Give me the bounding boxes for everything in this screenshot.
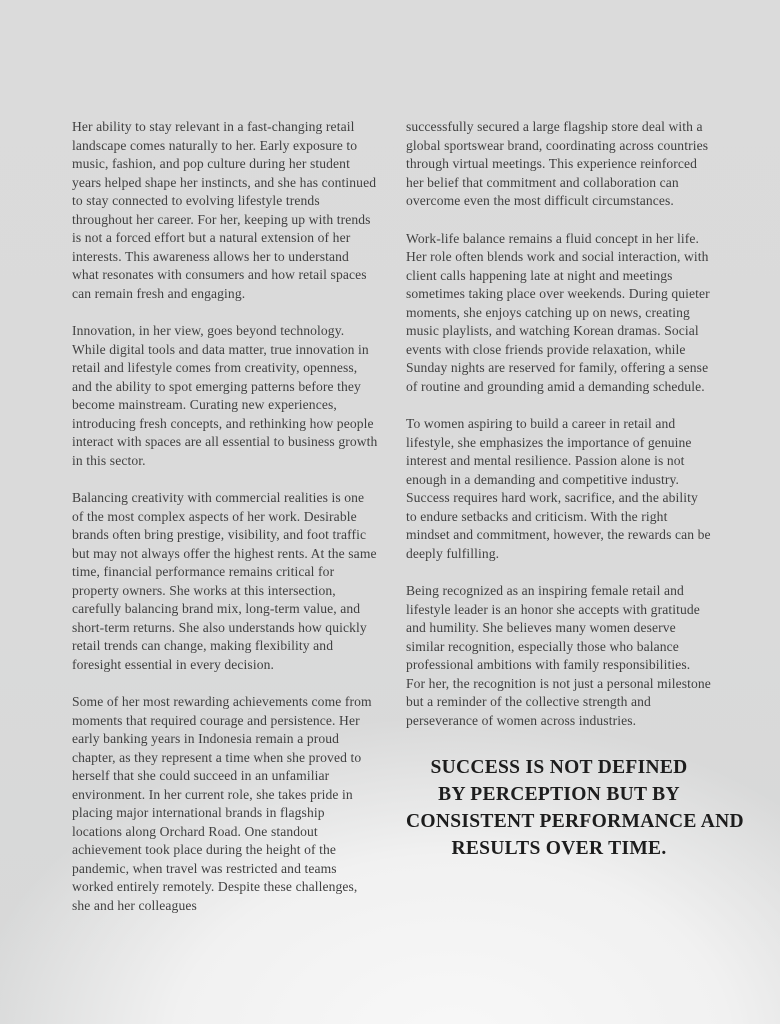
article-columns bbox=[72, 118, 744, 934]
paragraph-achievements: Some of her most rewarding achievements come from moments that required courage and persistence. Her early banking years in Indonesia remain a proud chapter, as they represent a time when she proved to herself that she could succeed in an unfamiliar environment. In her current role, she takes pride in placing major international brands in flagship locations along Orchard Road. One standout achievement took place during the height of the pandemic, when travel was restricted and teams worked entirely remotely. Despite these challenges, she and her colleagues bbox=[72, 694, 372, 913]
pull-quote-line: SUCCESS IS NOT DEFINED bbox=[430, 757, 688, 778]
paragraph-work-life-balance: Work-life balance remains a fluid concept in her life. Her role often blends work and social interaction, with client calls happening late at night and meetings sometimes taking place over weekends. During quieter moments, she enjoys catching up on news, creating music playlists, and watching Korean dramas. Social events with close friends provide relaxation, while Sunday nights are reserved for family, offering a sense of routine and grounding amid a demanding schedule. bbox=[406, 230, 710, 394]
paragraph-relevance: Her ability to stay relevant in a fast-changing retail landscape comes naturally to her. Early exposure to music, fashion, and pop culture during her student years helped shape her instincts, and she has continued to stay connected to evolving lifestyle trends throughout her career. For her, keeping up with trends is not a forced effort but a natural extension of her interests. This awareness allows her to understand what resonates with consumers and how retail spaces can remain fresh and engaging. bbox=[72, 119, 377, 301]
pull-quote-line: BY PERCEPTION BUT BY bbox=[438, 784, 680, 805]
paragraph-innovation: Innovation, in her view, goes beyond technology. While digital tools and data matter, true innovation in retail and lifestyle comes from creativity, openness, and the ability to spot emerging patterns before they become mainstream. Curating new experiences, introducing fresh concepts, and rethinking how people interact with spaces are all essential to business growth in this sector. bbox=[72, 323, 378, 468]
pull-quote-line: RESULTS OVER TIME. bbox=[451, 838, 667, 859]
right-column bbox=[406, 118, 744, 934]
paragraph-advice-to-women: To women aspiring to build a career in retail and lifestyle, she emphasizes the importance of genuine interest and mental resilience. Passion alone is not enough in a demanding and competitive industry. Success requires hard work, sacrifice, and the ability to endure setbacks and criticism. With the right mindset and commitment, however, the rewards can be deeply fulfilling. bbox=[406, 416, 711, 561]
paragraph-recognition: Being recognized as an inspiring female retail and lifestyle leader is an honor she accepts with gratitude and humility. She believes many women deserve similar recognition, especially those who balance professional ambitions with family responsibilities. For her, the recognition is not just a personal milestone but a reminder of the collective strength and perseverance of women across industries. bbox=[406, 583, 711, 728]
paragraph-flagship-deal: successfully secured a large flagship store deal with a global sportswear brand, coordinating across countries through virtual meetings. This experience reinforced her belief that commitment and collaboration can overcome even the most difficult circumstances. bbox=[406, 119, 709, 208]
pull-quote bbox=[406, 754, 744, 862]
pull-quote-line: CONSISTENT PERFORMANCE AND bbox=[406, 811, 744, 832]
left-column bbox=[72, 118, 378, 934]
paragraph-balancing-creativity: Balancing creativity with commercial realities is one of the most complex aspects of her work. Desirable brands often bring prestige, visibility, and foot traffic but may not always offer the highest rents. At the same time, financial performance remains critical for property owners. She works at this intersection, carefully balancing brand mix, long-term value, and short-term returns. She also understands how quickly retail trends can change, making flexibility and foresight essential in every decision. bbox=[72, 490, 377, 672]
